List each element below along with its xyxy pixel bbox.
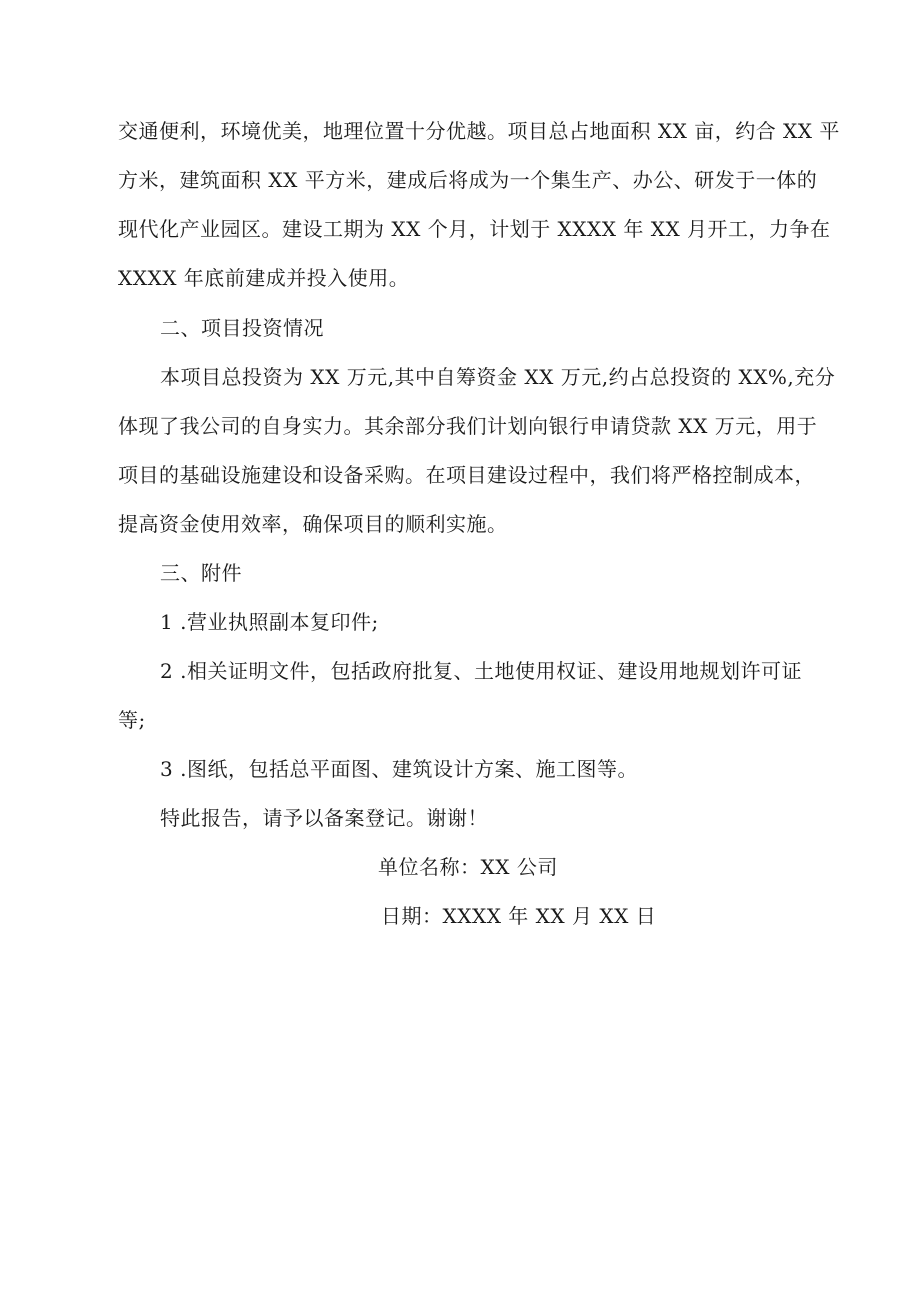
section-heading-investment: 二、项目投资情况 bbox=[160, 316, 324, 340]
attachment-item: 2 .相关证明文件，包括政府批复、土地使用权证、建设用地规划许可证 bbox=[160, 659, 802, 683]
paragraph-line: 项目的基础设施建设和设备采购。在项目建设过程中，我们将严格控制成本， bbox=[118, 463, 815, 487]
paragraph-line: 现代化产业园区。建设工期为 XX 个月，计划于 XXXX 年 XX 月开工，力争在 bbox=[118, 217, 831, 241]
paragraph-line: 本项目总投资为 XX 万元,其中自筹资金 XX 万元,约占总投资的 XX%,充分 bbox=[160, 365, 836, 389]
attachment-item: 3 .图纸，包括总平面图、建筑设计方案、施工图等。 bbox=[160, 757, 638, 781]
signature-unit-name: 单位名称：XX 公司 bbox=[378, 855, 558, 879]
closing-statement: 特此报告，请予以备案登记。谢谢！ bbox=[160, 806, 488, 830]
paragraph-line: 方米，建筑面积 XX 平方米，建成后将成为一个集生产、办公、研发于一体的 bbox=[118, 168, 818, 192]
attachment-item: 1 .营业执照副本复印件; bbox=[160, 610, 379, 634]
section-heading-attachments: 三、附件 bbox=[160, 561, 242, 585]
signature-date: 日期：XXXX 年 XX 月 XX 日 bbox=[381, 904, 657, 928]
attachment-item-continuation: 等; bbox=[118, 708, 146, 732]
paragraph-line: 提高资金使用效率，确保项目的顺利实施。 bbox=[118, 512, 508, 536]
paragraph-line: 体现了我公司的自身实力。其余部分我们计划向银行申请贷款 XX 万元，用于 bbox=[118, 414, 818, 438]
paragraph-line: XXXX 年底前建成并投入使用。 bbox=[118, 266, 410, 290]
paragraph-line: 交通便利，环境优美，地理位置十分优越。项目总占地面积 XX 亩，约合 XX 平 bbox=[118, 119, 840, 143]
